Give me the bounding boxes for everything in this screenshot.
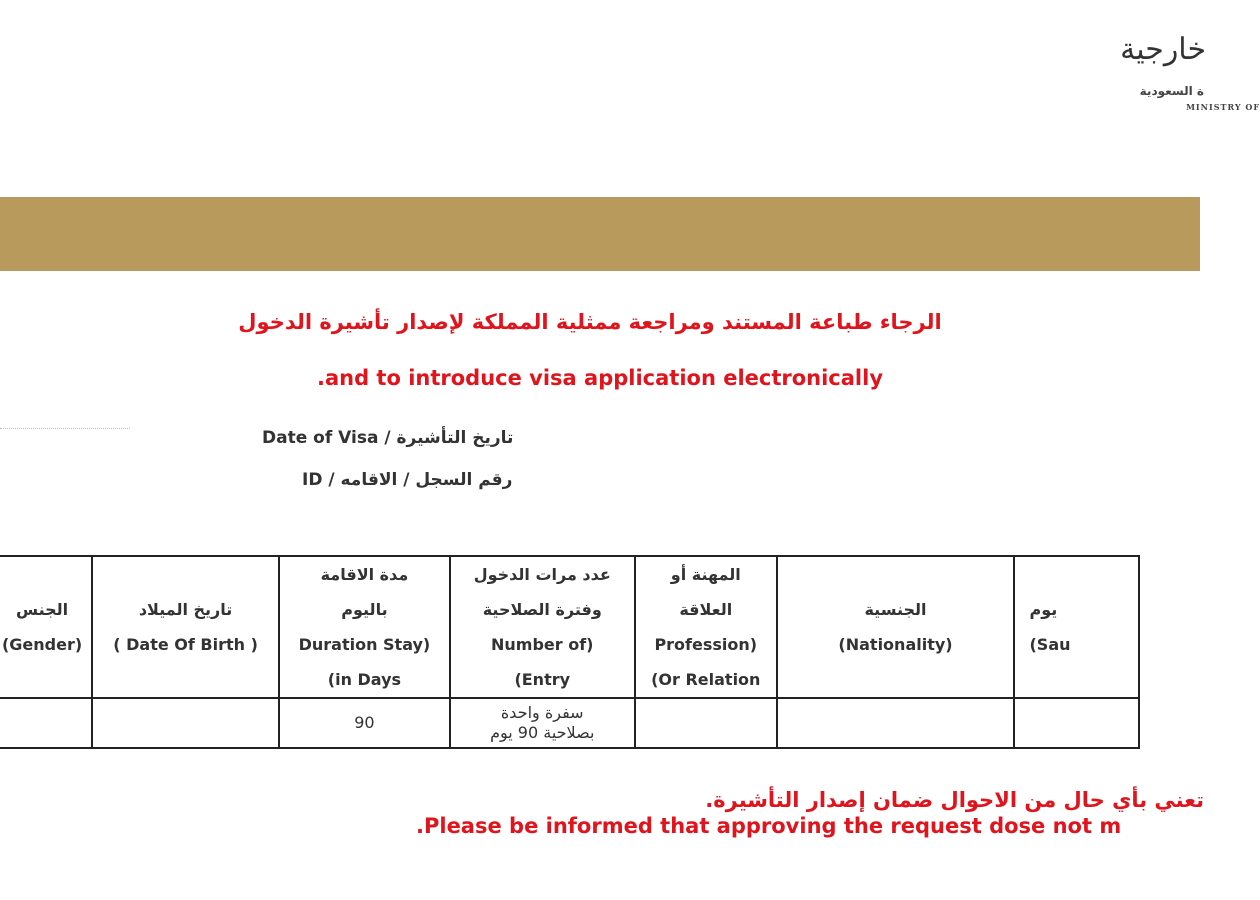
row-number-of-entry: سفرة واحدة بصلاحية 90 يوم xyxy=(450,698,635,748)
header-profession: المهنة أو العلاقة Profession) (Or Relation xyxy=(635,556,777,698)
id-label: ID / رقم السجل / الاقامه xyxy=(302,470,513,490)
header-number-of-entry: عدد مرات الدخول وفترة الصلاحية Number of) (Entry xyxy=(450,556,635,698)
header-nationality: الجنسية (Nationality) xyxy=(777,556,1015,698)
table-header-row xyxy=(0,556,1139,698)
row-nationality xyxy=(777,698,1015,748)
row-profession xyxy=(635,698,777,748)
visa-details-table xyxy=(0,555,1140,749)
row-date-of-birth xyxy=(92,698,280,748)
header-duration-stay: مدة الاقامة باليوم Duration Stay) (in Days xyxy=(279,556,449,698)
row-gender xyxy=(0,698,92,748)
header-gender: الجنس (Gender) xyxy=(0,556,92,698)
ministry-logo xyxy=(1090,32,1260,122)
header-date-of-birth: تاريخ الميلاد ( Date Of Birth ) xyxy=(92,556,280,698)
notice-english-line2: .and to introduce visa application electronically xyxy=(316,366,884,390)
logo-arabic-text: ة السعودية xyxy=(1139,84,1204,98)
row-cell-right xyxy=(1014,698,1139,748)
logo-calligraphy: خارجية xyxy=(1120,32,1206,67)
footer-arabic: تعني بأي حال من الاحوال ضمان إصدار التأشيرة. xyxy=(705,788,1204,812)
row-duration: 90 xyxy=(279,698,449,748)
header-cut-right: يوم (Sau xyxy=(1014,556,1139,698)
header-band xyxy=(0,197,1200,271)
logo-english-text: MINISTRY OF xyxy=(1186,102,1260,112)
dotted-line xyxy=(0,428,130,429)
table-row xyxy=(0,698,1139,748)
date-of-visa-label: Date of Visa / تاريخ التأشيرة xyxy=(262,428,514,448)
notice-arabic: الرجاء طباعة المستند ومراجعة ممثلية المملكة لإصدار تأشيرة الدخول xyxy=(238,310,942,334)
footer-english: .Please be informed that approving the request dose not m xyxy=(416,814,1122,838)
